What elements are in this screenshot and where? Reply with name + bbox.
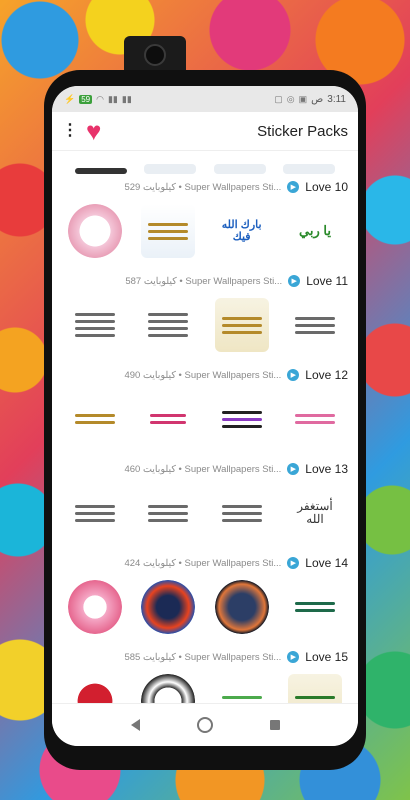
calligraphy-lines — [75, 309, 115, 341]
sticker-text: يا ربي — [299, 222, 331, 238]
sticker-thumbnail — [288, 204, 342, 258]
wifi-icon: ◠ — [96, 93, 104, 104]
sticker-row — [62, 290, 348, 362]
sticker-thumbnail — [288, 392, 342, 446]
pack-name: Love 13 — [305, 462, 348, 476]
status-bar — [52, 86, 358, 112]
play-icon: ▶ — [287, 369, 299, 381]
sticker-thumbnail — [68, 204, 122, 258]
pack-header — [62, 554, 348, 572]
partial-sticker — [214, 164, 266, 174]
sticker-thumbnail — [215, 392, 269, 446]
calligraphy-lines — [148, 219, 188, 244]
partial-pack-row — [52, 150, 358, 174]
sticker-row — [62, 666, 348, 704]
calligraphy-lines — [295, 313, 335, 338]
phone-screen — [52, 86, 358, 746]
sticker-row — [62, 572, 348, 644]
pack-name: Love 12 — [305, 368, 348, 382]
sticker-text: أستغفر الله — [297, 498, 333, 526]
calligraphy-lines — [148, 501, 188, 526]
play-icon: ▶ — [287, 463, 299, 475]
pack-meta: 424 کیلوبایت • Super Wallpapers Sti... — [124, 557, 282, 569]
play-icon: ▶ — [288, 275, 300, 287]
sticker-pack-item[interactable] — [52, 268, 358, 362]
notification-icon: ▢ — [274, 93, 283, 104]
calligraphy-lines — [75, 410, 115, 428]
calligraphy-lines — [75, 501, 115, 526]
calligraphy-lines — [222, 501, 262, 526]
sticker-text: بارك الله فيك — [221, 218, 262, 243]
pack-header — [62, 178, 348, 196]
sticker-pack-item[interactable] — [52, 550, 358, 644]
sticker-thumbnail — [288, 674, 342, 704]
calligraphy-lines — [295, 410, 335, 428]
sticker-thumbnail — [68, 486, 122, 540]
page-title: Sticker Packs — [257, 122, 348, 140]
sticker-row — [62, 478, 348, 550]
pack-header — [62, 648, 348, 666]
sticker-thumbnail — [288, 486, 342, 540]
overflow-menu-icon[interactable]: ⋮ — [62, 122, 78, 139]
sticker-thumbnail — [215, 580, 269, 634]
signal-icon: ▮▮ — [107, 93, 118, 104]
sticker-thumbnail — [68, 392, 122, 446]
pack-name: Love 15 — [305, 650, 348, 664]
sticker-thumbnail — [215, 298, 269, 352]
sticker-thumbnail — [141, 392, 195, 446]
sticker-row — [62, 196, 348, 268]
sticker-pack-item[interactable] — [52, 174, 358, 268]
pack-name: Love 10 — [305, 180, 348, 194]
play-icon: ▶ — [287, 181, 299, 193]
pack-header — [62, 272, 348, 290]
sticker-thumbnail — [215, 674, 269, 704]
sticker-thumbnail — [288, 580, 342, 634]
pack-header — [62, 366, 348, 384]
app-bar — [52, 112, 358, 151]
play-icon: ▶ — [287, 557, 299, 569]
sticker-pack-item[interactable] — [52, 456, 358, 550]
pack-meta: 587 کیلوبایت • Super Wallpapers Sti... — [125, 275, 283, 287]
clock-period: ص — [311, 93, 324, 105]
calligraphy-lines — [222, 407, 262, 432]
pack-header — [62, 460, 348, 478]
sticker-thumbnail — [141, 486, 195, 540]
camera-lens — [144, 44, 166, 66]
sticker-thumbnail — [141, 298, 195, 352]
back-icon[interactable] — [131, 719, 140, 731]
calligraphy-lines — [222, 313, 262, 338]
sticker-thumbnail — [68, 674, 122, 704]
heart-icon[interactable]: ♥ — [86, 116, 102, 146]
status-right — [274, 94, 346, 105]
sticker-pack-item[interactable] — [52, 362, 358, 456]
calligraphy-lines — [148, 309, 188, 341]
sticker-row — [62, 384, 348, 456]
pack-meta: 490 کیلوبایت • Super Wallpapers Sti... — [124, 369, 282, 381]
calligraphy-lines — [295, 598, 335, 616]
sticker-thumbnail — [141, 580, 195, 634]
clock-time: 3:11 — [327, 93, 346, 105]
sticker-pack-item[interactable] — [52, 644, 358, 704]
pack-meta: 529 کیلوبایت • Super Wallpapers Sti... — [124, 181, 282, 193]
play-icon: ▶ — [287, 651, 299, 663]
sticker-pack-list[interactable] — [52, 150, 358, 704]
sticker-thumbnail — [215, 486, 269, 540]
pack-meta: 585 کیلوبایت • Super Wallpapers Sti... — [124, 651, 282, 663]
calligraphy-lines — [150, 410, 186, 428]
flash-icon: ⚡ — [64, 93, 76, 104]
partial-sticker — [144, 164, 196, 174]
partial-sticker — [283, 164, 335, 174]
sticker-thumbnail — [215, 204, 269, 258]
trash-icon: ▣ — [298, 93, 308, 104]
pack-name: Love 14 — [305, 556, 348, 570]
sticker-thumbnail — [141, 204, 195, 258]
pack-name: Love 11 — [306, 274, 348, 288]
status-left — [64, 94, 132, 105]
battery-level: 59 — [81, 94, 91, 104]
pack-meta: 460 کیلوبایت • Super Wallpapers Sti... — [124, 463, 282, 475]
system-nav-bar — [52, 703, 358, 746]
recents-icon[interactable] — [270, 720, 280, 730]
home-icon[interactable] — [197, 717, 213, 733]
sticker-thumbnail — [68, 580, 122, 634]
partial-sticker-text — [75, 168, 127, 174]
sticker-thumbnail — [68, 298, 122, 352]
signal2-icon: ▮▮ — [121, 93, 132, 104]
sticker-thumbnail — [141, 674, 195, 704]
instagram-icon: ◎ — [286, 93, 295, 104]
sticker-thumbnail — [288, 298, 342, 352]
